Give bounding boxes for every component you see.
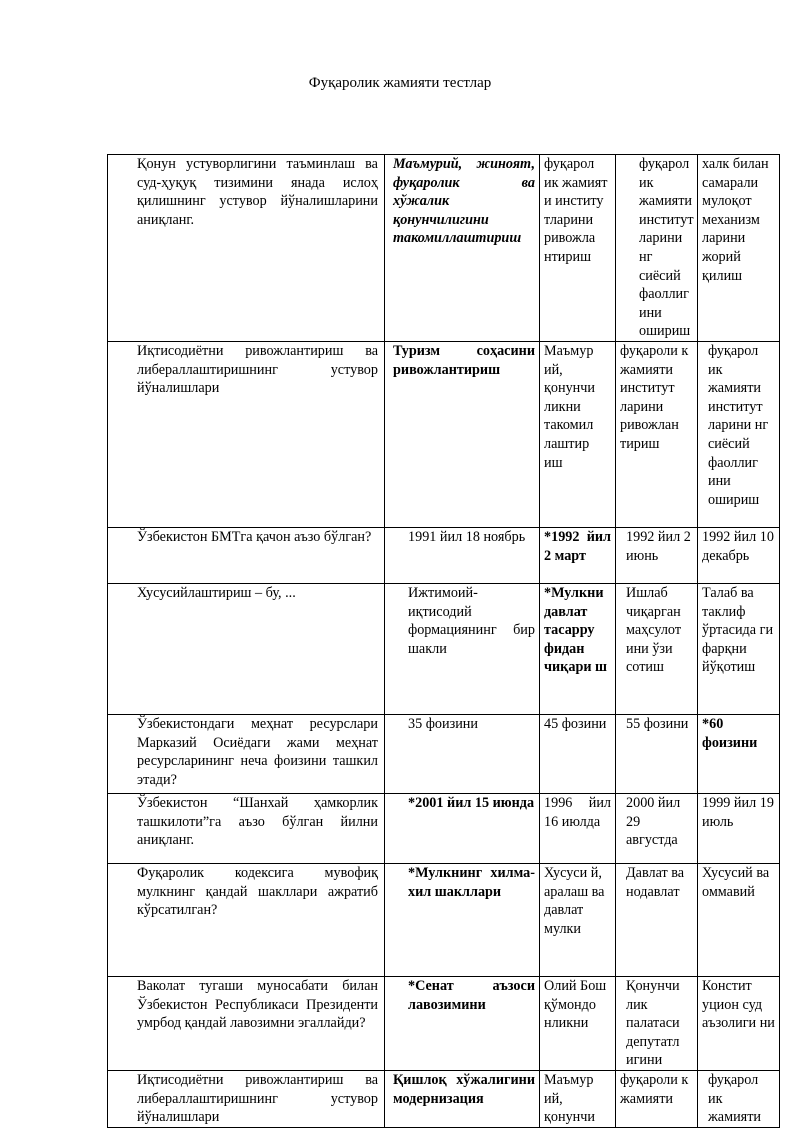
- answer-a-cell: Туризм соҳасини ривожлантириш: [385, 341, 540, 527]
- answer-b-cell: фуқарол ик жамият и институ тларини ривожла нтириш: [540, 155, 616, 342]
- question-cell: Ўзбекистон БМТга қачон аъзо бўлган?: [108, 527, 385, 583]
- answer-d-cell: Констит уцион суд аъзолиги ни: [698, 976, 780, 1070]
- answer-a-cell: 1991 йил 18 ноябрь: [385, 527, 540, 583]
- answer-a-cell: *Мулкнинг хилма-хил шакллари: [385, 863, 540, 976]
- answer-d-cell: фуқарол ик жамияти: [698, 1070, 780, 1127]
- question-cell: Иқтисодиётни ривожлантириш ва либераллаштиришнинг устувор йўналишлари: [108, 341, 385, 527]
- answer-b-cell: Маъмур ий, қонунчи ликни такомил лаштир иш: [540, 341, 616, 527]
- answer-a-cell: Ижтимоий-иқтисодий формациянинг бир шакли: [385, 583, 540, 714]
- answer-d-cell: 1999 йил 19 июль: [698, 793, 780, 863]
- table-row: [108, 793, 780, 863]
- table-row: [108, 155, 780, 342]
- answer-d-cell: Хусусий ва оммавий: [698, 863, 780, 976]
- answer-c-cell: фуқароли к жамияти: [616, 1070, 698, 1127]
- answer-b-cell: Хусуси й, аралаш ва давлат мулки: [540, 863, 616, 976]
- answer-b-cell: 45 фозини: [540, 714, 616, 793]
- table-row: [108, 714, 780, 793]
- question-cell: Фуқаролик кодексига мувофиқ мулкнинг қандай шакллари ажратиб кўрсатилган?: [108, 863, 385, 976]
- answer-d-cell: Талаб ва таклиф ўртасида ги фарқни йўқотиш: [698, 583, 780, 714]
- answer-d-cell: фуқарол ик жамияти институт ларини нг сиёсий фаоллиг ини ошириш: [698, 341, 780, 527]
- answer-a-cell: *Сенат аъзоси лавозимини: [385, 976, 540, 1070]
- question-cell: Хусусийлаштириш – бу, ...: [108, 583, 385, 714]
- question-cell: Қонун устуворлигини таъминлаш ва суд-ҳуқуқ тизимини янада ислоҳ қилишнинг устувор йўналишларини аниқланг.: [108, 155, 385, 342]
- answer-c-cell: 2000 йил 29 августда: [616, 793, 698, 863]
- answer-c-cell: 55 фозини: [616, 714, 698, 793]
- question-cell: Ваколат тугаши муносабати билан Ўзбекистон Республикаси Президенти умрбод қандай лавозимни эгаллайди?: [108, 976, 385, 1070]
- answer-c-cell: Давлат ва нодавлат: [616, 863, 698, 976]
- answer-d-cell: халк билан самарали мулоқот механизм ларини жорий қилиш: [698, 155, 780, 342]
- question-cell: Ўзбекистондаги меҳнат ресурслари Марказий Осиёдаги жами меҳнат ресурсларининг неча фоизини ташкил этади?: [108, 714, 385, 793]
- answer-b-cell: Олий Бош қўмондо нликни: [540, 976, 616, 1070]
- answer-c-cell: Ишлаб чиқарган маҳсулот ини ўзи сотиш: [616, 583, 698, 714]
- table-row: [108, 583, 780, 714]
- answer-b-cell: *1992 йил 2 март: [540, 527, 616, 583]
- answer-d-cell: *60 фоизини: [698, 714, 780, 793]
- answer-a-cell: Қишлоқ хўжалигини модернизация: [385, 1070, 540, 1127]
- answer-a-cell: *2001 йил 15 июнда: [385, 793, 540, 863]
- answer-a-cell: Маъмурий, жиноят, фуқаролик ва хўжалик қонунчилигини такомиллаштириш: [385, 155, 540, 342]
- answer-c-cell: 1992 йил 2 июнь: [616, 527, 698, 583]
- answer-c-cell: фуқароли к жамияти институт ларини ривожлан тириш: [616, 341, 698, 527]
- table-row: [108, 1070, 780, 1127]
- answer-c-cell: фуқарол ик жамияти институт ларини нг сиёсий фаоллиг ини ошириш: [616, 155, 698, 342]
- question-cell: Ўзбекистон “Шанхай ҳамкорлик ташкилоти”га аъзо бўлган йилни аниқланг.: [108, 793, 385, 863]
- answer-b-cell: Маъмур ий, қонунчи: [540, 1070, 616, 1127]
- answer-d-cell: 1992 йил 10 декабрь: [698, 527, 780, 583]
- table-row: [108, 527, 780, 583]
- answer-b-cell: 1996 йил 16 июлда: [540, 793, 616, 863]
- table-row: [108, 341, 780, 527]
- table-row: [108, 863, 780, 976]
- page-title: Фуқаролик жамияти тестлар: [308, 75, 492, 91]
- table-row: [108, 976, 780, 1070]
- question-cell: Иқтисодиётни ривожлантириш ва либераллаштиришнинг устувор йўналишлари: [108, 1070, 385, 1127]
- answer-b-cell: *Мулкни давлат тасарру фидан чиқари ш: [540, 583, 616, 714]
- answer-c-cell: Қонунчи лик палатаси депутатл игини: [616, 976, 698, 1070]
- answer-a-cell: 35 фоизини: [385, 714, 540, 793]
- test-table: [107, 154, 780, 1128]
